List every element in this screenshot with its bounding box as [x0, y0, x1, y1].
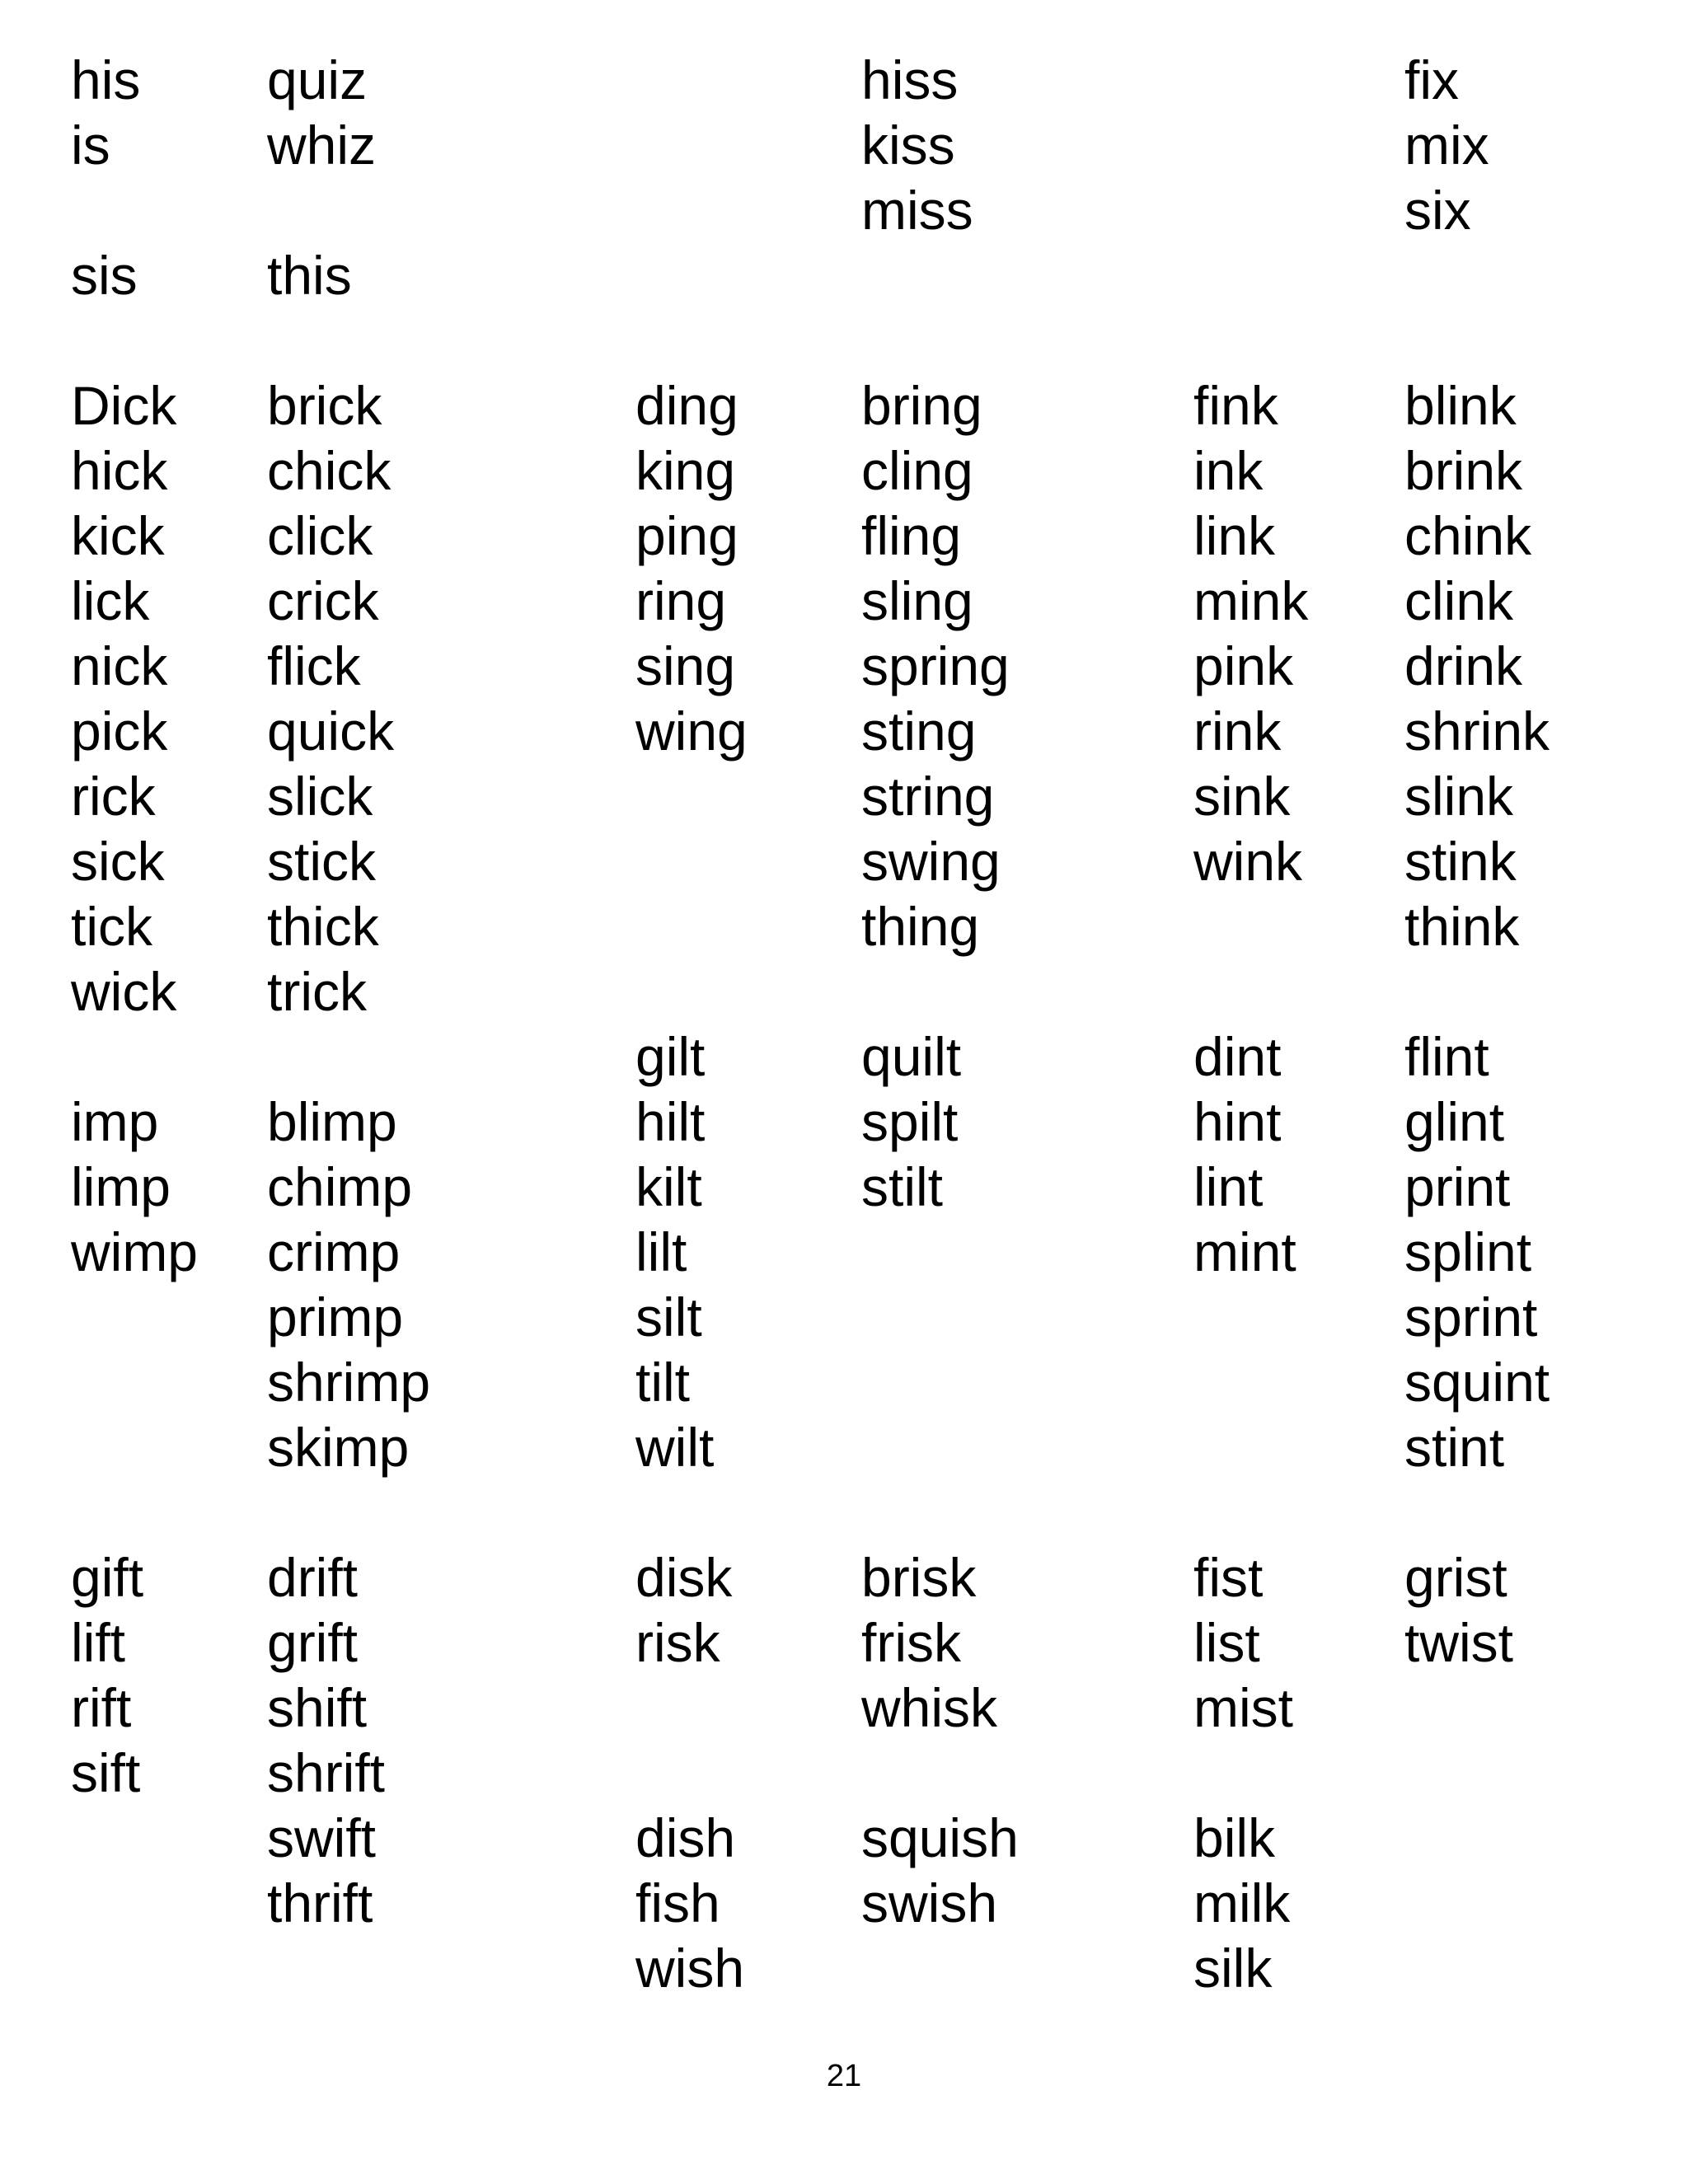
word: splint [1404, 1221, 1532, 1282]
blank-line [1404, 243, 1550, 308]
word-column-3 [635, 48, 748, 2001]
word: flick [267, 635, 361, 696]
word: tilt [635, 1352, 690, 1413]
blank-line [635, 308, 748, 373]
blank-line [1404, 959, 1550, 1024]
word: fish [635, 1872, 720, 1933]
word: tick [71, 896, 152, 957]
word-column-6 [1404, 48, 1550, 2001]
word: sling [861, 570, 973, 631]
word: lint [1193, 1156, 1264, 1217]
word: swish [861, 1872, 998, 1933]
word: is [71, 115, 110, 176]
blank-line [861, 1936, 1019, 2001]
blank-line [635, 764, 748, 829]
word: brisk [861, 1547, 977, 1608]
blank-line [1193, 48, 1308, 113]
word: clink [1404, 570, 1514, 631]
word: sink [1193, 766, 1291, 827]
blank-line [71, 308, 198, 373]
word: lilt [635, 1221, 687, 1282]
word: kiss [861, 115, 955, 176]
blank-line [71, 1480, 198, 1545]
word: mink [1193, 570, 1309, 631]
word: dish [635, 1807, 736, 1868]
word: silk [1193, 1938, 1273, 1999]
word: blink [1404, 375, 1517, 436]
word: six [1404, 180, 1471, 241]
blank-line [1193, 894, 1308, 959]
blank-line [267, 1024, 430, 1090]
word: sing [635, 635, 736, 696]
word: wilt [635, 1417, 715, 1478]
word: thrift [267, 1872, 373, 1933]
word: chimp [267, 1156, 413, 1217]
word: thick [267, 896, 379, 957]
word-column-4 [861, 48, 1019, 2001]
blank-line [1193, 1415, 1308, 1480]
word: risk [635, 1612, 720, 1673]
word: king [635, 440, 736, 501]
word: cling [861, 440, 973, 501]
word: spilt [861, 1091, 959, 1152]
blank-line [1193, 178, 1308, 243]
blank-line [635, 243, 748, 308]
blank-line [861, 1220, 1019, 1285]
word: ding [635, 375, 738, 436]
blank-line [1193, 1350, 1308, 1415]
blank-line [267, 1480, 430, 1545]
word: link [1193, 505, 1276, 566]
word: glint [1404, 1091, 1505, 1152]
word: wimp [71, 1221, 199, 1282]
word: sting [861, 701, 977, 762]
blank-line [1193, 243, 1308, 308]
blank-line [861, 1741, 1019, 1806]
word: mix [1404, 115, 1489, 176]
word: rink [1193, 701, 1282, 762]
word: mist [1193, 1677, 1293, 1738]
word: hiss [861, 49, 959, 110]
word: grift [267, 1612, 359, 1673]
word: stint [1404, 1417, 1505, 1478]
word: swift [267, 1807, 376, 1868]
word: grist [1404, 1547, 1507, 1608]
word: this [267, 245, 352, 306]
word: shift [267, 1677, 368, 1738]
word: crimp [267, 1221, 401, 1282]
word: crick [267, 570, 379, 631]
blank-line [1193, 959, 1308, 1024]
blank-line [1404, 1675, 1550, 1741]
word: hilt [635, 1091, 706, 1152]
word: gilt [635, 1026, 706, 1087]
word: hint [1193, 1091, 1282, 1152]
word: imp [71, 1091, 159, 1152]
word: fix [1404, 49, 1459, 110]
blank-line [1404, 308, 1550, 373]
word: skimp [267, 1417, 410, 1478]
blank-line [1193, 1741, 1308, 1806]
blank-line [861, 1285, 1019, 1350]
blank-line [635, 178, 748, 243]
word: miss [861, 180, 973, 241]
word: whiz [267, 115, 377, 176]
word: squint [1404, 1352, 1550, 1413]
word: thing [861, 896, 980, 957]
word: wick [71, 961, 177, 1022]
blank-line [861, 1480, 1019, 1545]
word: pick [71, 701, 168, 762]
page-number: 21 [826, 2059, 862, 2093]
blank-line [71, 178, 198, 243]
blank-line [1404, 1871, 1550, 1936]
word: stick [267, 831, 376, 892]
word: mint [1193, 1221, 1296, 1282]
word: chink [1404, 505, 1532, 566]
word: slink [1404, 766, 1514, 827]
word: stilt [861, 1156, 943, 1217]
word: nick [71, 635, 168, 696]
word: silt [635, 1286, 702, 1347]
word: wink [1193, 831, 1303, 892]
word: kilt [635, 1156, 702, 1217]
word: brick [267, 375, 382, 436]
word: squish [861, 1807, 1019, 1868]
word-column-2 [267, 48, 430, 2001]
blank-line [1404, 1936, 1550, 2001]
blank-line [635, 1741, 748, 1806]
word: fist [1193, 1547, 1264, 1608]
word: Dick [71, 375, 177, 436]
word: drift [267, 1547, 359, 1608]
word: shrift [267, 1742, 386, 1803]
word: think [1404, 896, 1520, 957]
word: string [861, 766, 995, 827]
blank-line [861, 243, 1019, 308]
blank-line [1404, 1806, 1550, 1871]
blank-line [71, 1350, 198, 1415]
word: rick [71, 766, 156, 827]
word: blimp [267, 1091, 397, 1152]
blank-line [861, 959, 1019, 1024]
blank-line [1193, 113, 1308, 178]
blank-line [1193, 308, 1308, 373]
word: fling [861, 505, 962, 566]
word: spring [861, 635, 1010, 696]
blank-line [1193, 1285, 1308, 1350]
blank-line [635, 959, 748, 1024]
word: whisk [861, 1677, 998, 1738]
blank-line [635, 48, 748, 113]
word: trick [267, 961, 367, 1022]
word: click [267, 505, 373, 566]
blank-line [1193, 1480, 1308, 1545]
word: chick [267, 440, 392, 501]
blank-line [635, 113, 748, 178]
word: quick [267, 701, 395, 762]
blank-line [861, 308, 1019, 373]
word: kick [71, 505, 165, 566]
word: lift [71, 1612, 125, 1673]
word: lick [71, 570, 150, 631]
word: ring [635, 570, 727, 631]
word-column-5 [1193, 48, 1308, 2001]
word: shrimp [267, 1352, 431, 1413]
blank-line [267, 1936, 430, 2001]
word: ink [1193, 440, 1264, 501]
word: sis [71, 245, 138, 306]
word: swing [861, 831, 1001, 892]
word: fink [1193, 375, 1278, 436]
blank-line [635, 829, 748, 894]
word: quiz [267, 49, 368, 110]
word: quilt [861, 1026, 962, 1087]
word: brink [1404, 440, 1523, 501]
word: ping [635, 505, 738, 566]
word: sprint [1404, 1286, 1538, 1347]
word: drink [1404, 635, 1523, 696]
word: wish [635, 1938, 745, 1999]
blank-line [71, 1871, 198, 1936]
blank-line [267, 178, 430, 243]
blank-line [71, 1415, 198, 1480]
blank-line [1404, 1741, 1550, 1806]
word: list [1193, 1612, 1260, 1673]
word: gift [71, 1547, 144, 1608]
word: hick [71, 440, 168, 501]
word: disk [635, 1547, 733, 1608]
word: rift [71, 1677, 132, 1738]
word: bring [861, 375, 982, 436]
blank-line [635, 1480, 748, 1545]
blank-line [1404, 1480, 1550, 1545]
word: stink [1404, 831, 1517, 892]
blank-line [635, 1675, 748, 1741]
blank-line [267, 308, 430, 373]
word: shrink [1404, 701, 1550, 762]
word: dint [1193, 1026, 1282, 1087]
blank-line [71, 1806, 198, 1871]
word: frisk [861, 1612, 961, 1673]
word: wing [635, 701, 748, 762]
word: his [71, 49, 141, 110]
word: sick [71, 831, 165, 892]
blank-line [71, 1024, 198, 1090]
word: limp [71, 1156, 171, 1217]
word: flint [1404, 1026, 1489, 1087]
word: milk [1193, 1872, 1291, 1933]
blank-line [71, 1936, 198, 2001]
word: bilk [1193, 1807, 1276, 1868]
word: print [1404, 1156, 1511, 1217]
word-column-1 [71, 48, 198, 2001]
blank-line [71, 1285, 198, 1350]
word: slick [267, 766, 373, 827]
blank-line [635, 894, 748, 959]
word: pink [1193, 635, 1294, 696]
blank-line [861, 1415, 1019, 1480]
word: primp [267, 1286, 404, 1347]
blank-line [861, 1350, 1019, 1415]
word: twist [1404, 1612, 1513, 1673]
word: sift [71, 1742, 141, 1803]
